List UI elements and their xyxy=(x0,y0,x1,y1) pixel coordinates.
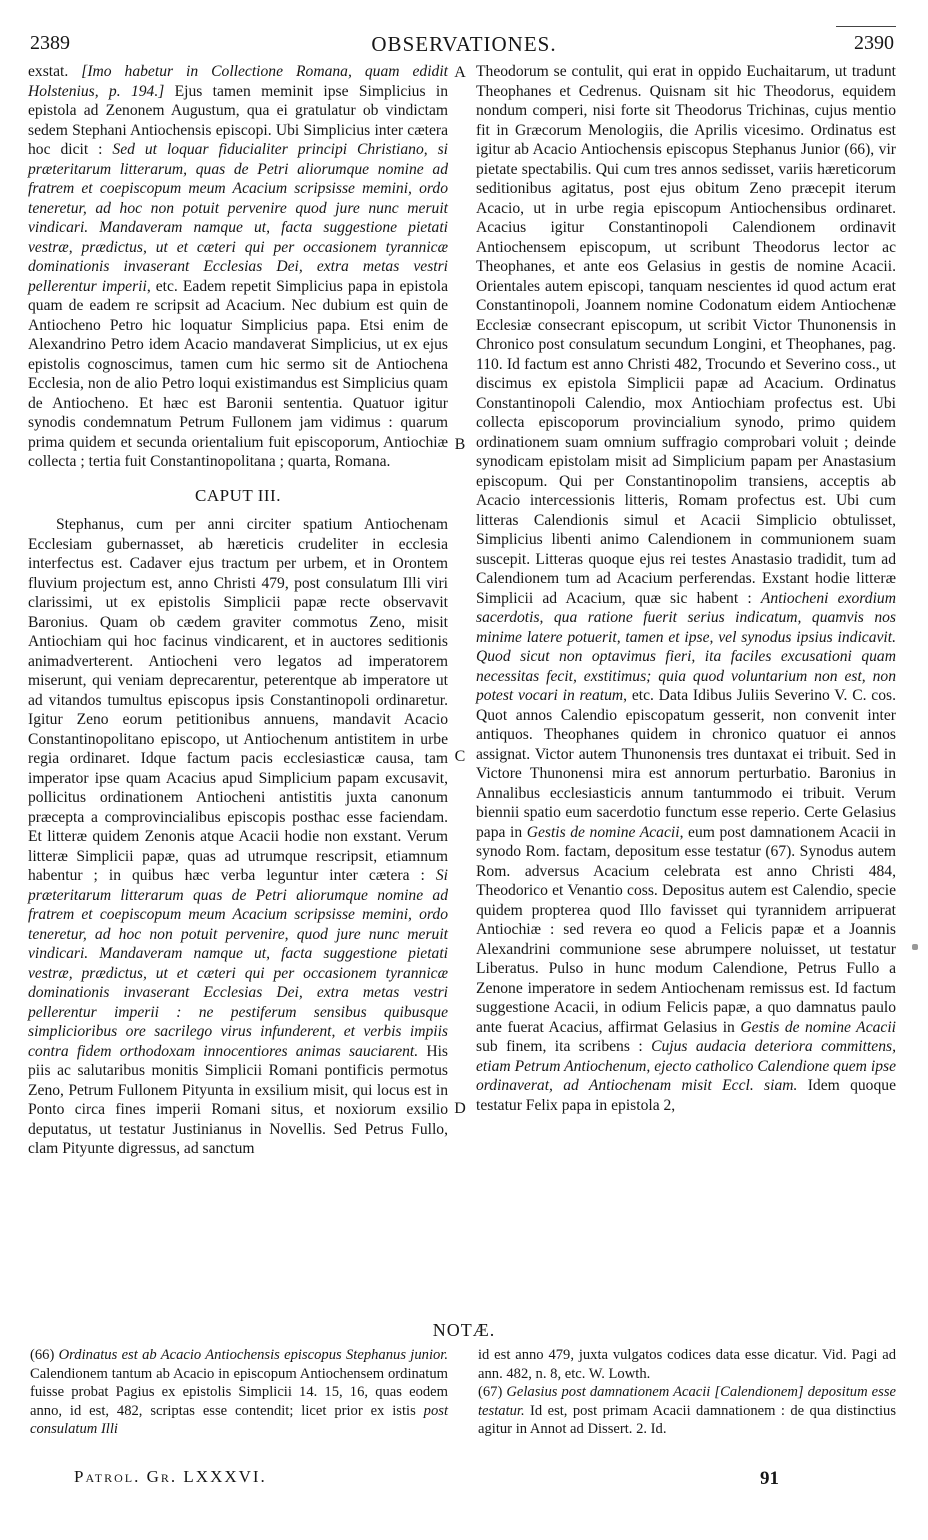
text-run: Id est, post primam Acacii damnationem : de qua distinctius agitur in Annot ad Dissert. 2. Id. xyxy=(478,1402,896,1437)
left-paragraph-1 xyxy=(28,62,448,472)
text-run: Theodorum se contulit, qui erat in oppido Euchaitarum, ut tradunt Theophanes et Cedrenus. Quisnam sit hic Theodorus, equidem nondum comperi, nisi forte sit Theodorus Trichinas, cujus mentio fit in Græcorum Menologiis, die Aprilis vicesimo. Ordinatus est igitur ab Acacio Antiochensis episcopus Stephanus Junior (66), vir pietate spectabilis. Qui cum tres annos sedisset, variis hæreticorum seditionibus agitatus, post ejus obitum Zeno præcepit iterum Acacio, ut in urbe regia episcopum Antiochensibus ordinaret. Acacius igitur Constantinopoli Calendionem ordinavit Antiochensem episcopum, ut scribunt Theodorus lector ac Theophanes, et ante eos Gelasius in gestis de nomine Acacii. Orientales autem episcopi, tanquam nescientes id quod actum erat Constantinopoli, Joannem nomine Codonatum eidem Antiochenæ Ecclesiæ consecrant episcopum, ut scribit Victor Thunonensis in Chronico post consulatum secundum Longini, et Theophanes, pag. 110. Id factum est anno Christi 482, Trocundo et Severino coss., ut discimus ex epistola Simplicii papæ ad Acacium. Ordinatus Constantinopoli Calendio, mox Antiochiam profectus est. Ubi collecta episcoporum provincialium synodo, primo quidem ordinationem suam omnium suffragio comprobari voluit ; deinde synodicam epistolam misit ad Simplicium papam per Anastasium episcopum. Qui per Constantinopolim transiens, acceptis ab Acacio intercessionis litteris, Romam profectus est. Ubi cum litteras Calendionis simul et Acacii Simplicio obtulisset, Simplicius libenti animo Calendionem in communionem suam suscepit. Litteras quoque ejus rei testes Anastasio tradidit, tum ad Calendionem tum ad Acacium perferendas. Exstant hodie litteræ Simplicii ad Acacium, quæ sic habent : xyxy=(476,63,896,607)
italic-run: Gelasius post damnationem Acacii [Calendionem] depositum esse testatur. xyxy=(478,1384,896,1419)
italic-quotation: Antiocheni exordium sacerdotis, qua ratione fuerit serius indicatum, quamvis nos minime latere potuerit, tamen et ipse, vel synodus ipsius indicavit. Quod sicut non optavimus fieri, ita faciles excusationi quam necessitas fecit, exstitimus; quia quod voluntarium non est, non potest vocari in reatum xyxy=(476,589,896,704)
italic-run: post consulatum Illi xyxy=(30,1402,448,1437)
right-paragraph xyxy=(476,62,896,1115)
italic-run: Gestis de nomine Acacii xyxy=(526,823,680,841)
text-run: , eum post damnationem Acacii in synodo Rom. factam, depositum esse testatur (67). Synodus autem Rom. adversus Acacium celebrata est anno Christi 484, Theodorico et Venantio coss. Depositus autem est Calendio, specie quidem propterea quod Illo favisset qui tyrannidem arripuerat Antiochiæ : sed revera eo quod a Felicis papæ et a Joannis Alexandrini communione sese abrumpere noluisset, ut testatur Liberatus. Pulso in hunc modum Calendione, Petrus Fullo a Zenone imperatore in sedem Antiochenam remissus est. Id factum suggestione Acacii, in odium Felicis papæ, a quo damnatus paulo ante fuerat Acacius, affirmat Gelasius in xyxy=(476,823,896,1036)
note-66-continued: id est anno 479, juxta vulgatos codices data esse dicatur. Vid. Pagi ad ann. 482, n. 8, etc. W. Lowth. xyxy=(478,1347,896,1382)
margin-letter-a: A xyxy=(454,64,466,81)
right-column xyxy=(476,62,896,1115)
header-rule xyxy=(836,26,896,27)
italic-run: Gestis de nomine Acacii xyxy=(740,1018,896,1036)
margin-letter-d: D xyxy=(454,1100,466,1117)
text-run: , etc. Eadem repetit Simplicius papa in epistola quam de eadem re scripsit ad Acacium. Nec dubium est quin de Antiocheno Petro hic loquatur Simplicius papa. Etsi enim de Alexandrino Petro idem Acacio mandaverat Simplicius, ut ex ejus epistolis cognoscimus, tamen cum hic sermo sit de Antiochena Ecclesia, non de alio Petro loqui existimandus est Simplicius quam de Antiocheno. Et hæc est Baronii sententia. Quatuor igitur synodis condemnatum Petrum Fullonem jam vidimus : quarum prima quidem et secunda orientalium fuit episcoporum, Antiochiæ collecta ; tertia fuit Constantinopolitana ; quarta, Romana. xyxy=(28,277,449,470)
italic-run: [Imo habetur in Collectione Romana, quam edidit Holstenius, p. 194.] xyxy=(28,63,448,100)
italic-quotation: Si præteritarum litterarum quas de Petri aliorumque nomine ad fratrem et coepiscopum meum Acacium scripsisse memini, ordo teneretur, ad hoc non potuit pervenire, quod jure nunc meruit vindicari. Mandaveram namque ut, facta suggestione pietati vestræ, prædictus, ut et cæteri qui per occasionem tyrannicæ dominationis invaserant Ecclesias Dei, extra metas vestri pellerentur imperii : ne pestiferum sensibus quibusque simplicioribus ore sacrilego virus infunderent, et verbis impiis contra fidem orthodoxam innocentiores animas sauciarent. xyxy=(28,867,448,1060)
left-paragraph-2 xyxy=(28,515,448,1159)
margin-letter-c: C xyxy=(454,748,466,765)
left-column xyxy=(28,62,448,1159)
notes-heading: NOTÆ. xyxy=(432,1320,496,1340)
footer-series-label: Patrol. Gr. LXXXVI. xyxy=(74,1467,267,1486)
italic-run: Ordinatus est ab Acacio Antiochensis episcopus Stephanus junior. xyxy=(58,1347,449,1363)
footer-signature-number: 91 xyxy=(760,1468,779,1489)
text-run: His piis ac salutaribus monitis Simplicii Romani pontificis permotus Zeno, Petrum Fullonem Pityunta in exsilium misit, qui locus est in Ponto circa fines imperii Romani situs, et noxiorum exsilio deputatus, ut testatur Justinianus in Novellis. Sed Petrus Fullo, clam Pityunte digressus, ad sanctum xyxy=(28,1042,449,1157)
running-title: OBSERVATIONES. xyxy=(371,32,557,56)
page-number-left: 2389 xyxy=(30,32,70,54)
text-run: sub finem, ita scribens : xyxy=(476,1038,652,1055)
text-run: Calendionem tantum ab Acacio in episcopum Antiochensem ordinatum fuisse probat Pagius ex epistolis Simplicii 14. 15, 16, quas eodem anno, id est, 482, scriptas esse contendit; licet prior ex istis xyxy=(30,1365,448,1419)
italic-quotation: Cujus audacia deteriora committens, etiam Petrum Antiochenum, ejecto catholico Calendione quem ipse ordinaverat, ad Antiochenam misit Eccl. siam. xyxy=(476,1038,896,1094)
note-number: (67) xyxy=(478,1384,507,1400)
note-66 xyxy=(30,1346,448,1439)
text-run: Idem quoque testatur Felix papa in epistola 2, xyxy=(476,1077,896,1114)
text-run: Ejus tamen meminit ipse Simplicius in epistola ad Zenonem Augustum, qua ei gratulatur ob vindictam sedem Stephani Antiochensis episcopi. Ubi Simplicius inter cætera hoc dicit : xyxy=(28,82,448,158)
italic-quotation: Sed ut loquar fiducialiter principi Christiano, si præteritarum litterarum, quas de Petri aliorumque nomine ad fratrem et coepiscopum meum Acacium scripsisse memini, ordo teneretur, ad hoc non potuit pervenire quod jure nunc meruit vindicari. Mandaveram namque ut, facta suggestione pietati vestræ, prædictus, ut et cæteri qui per occasionem tyrannicæ dominationis invaserant Ecclesias Dei, extra metas vestri pellerentur imperii xyxy=(28,141,448,295)
note-67 xyxy=(478,1383,896,1439)
scan-speck xyxy=(912,944,918,950)
notes-right-column xyxy=(478,1346,896,1439)
text-run: Stephanus, cum per anni circiter spatium Antiochenam Ecclesiam gubernasset, ab hæreticis crudeliter in ecclesia interfectus est. Cadaver ejus tractum per urbem, et in Orontem fluvium projectum est, anno Christi 479, post consulatum Illi viri clarissimi, ut ex epistolis Simplicii papæ recte observavit Baronius. Quam ob cædem graviter commotus Zeno, misit Antiochiam qui hoc facinus vindicarent, et in auctores seditionis animadverterent. Antiocheni vero legatos ad imperatorem miserunt, qui veniam deprecarentur, peterentque ab imperatore ut ad vitandos tumultus episcopus ipsis Constantinopoli ordinaretur. Igitur Zeno eorum petitionibus annuens, mandavit Acacio Constantinopolitano episcopo, ut Antiochenum antistitem in urbe regia ordinaret. Idque factum pacis ecclesiasticæ causa, tam imperator ipse quam Acacius apud Simplicium papam excusavit, pollicitus ordinationem Antiocheni antistitis juxta canonum præcepta a comprovincialibus episcopis posthac esse faciendam. Et litteræ quidem Zenonis atque Acacii hodie non exstant. Verum litteræ Simplicii papæ, quas ad utrumque rescripsit, etiamnum habentur ; in quibus hæc verba leguntur inter cætera : xyxy=(28,516,448,884)
section-heading: CAPUT III. xyxy=(195,485,281,505)
notes-left-column xyxy=(30,1346,448,1439)
text-run: exstat. xyxy=(28,63,82,80)
text-run: , etc. Data Idibus Juliis Severino V. C. cos. Quot annos Calendio episcopatum gesserit, non convenit inter antiquos. Theophanes quidem in chronico quatuor ei annos assignat. Victor autem Thunonensis tres duntaxat ei tribuit. Sed in Victore Thunonensi mira est annorum perturbatio. Baronius in Annalibus ecclesiasticis annum tantummodo ei tribuit. Verum biennii spatio eum sacerdotio functum esse reperio. Certe Gelasius papa in xyxy=(476,687,896,841)
note-number: (66) xyxy=(30,1347,59,1363)
page-number-right: 2390 xyxy=(854,32,894,54)
margin-letter-b: B xyxy=(454,436,466,453)
